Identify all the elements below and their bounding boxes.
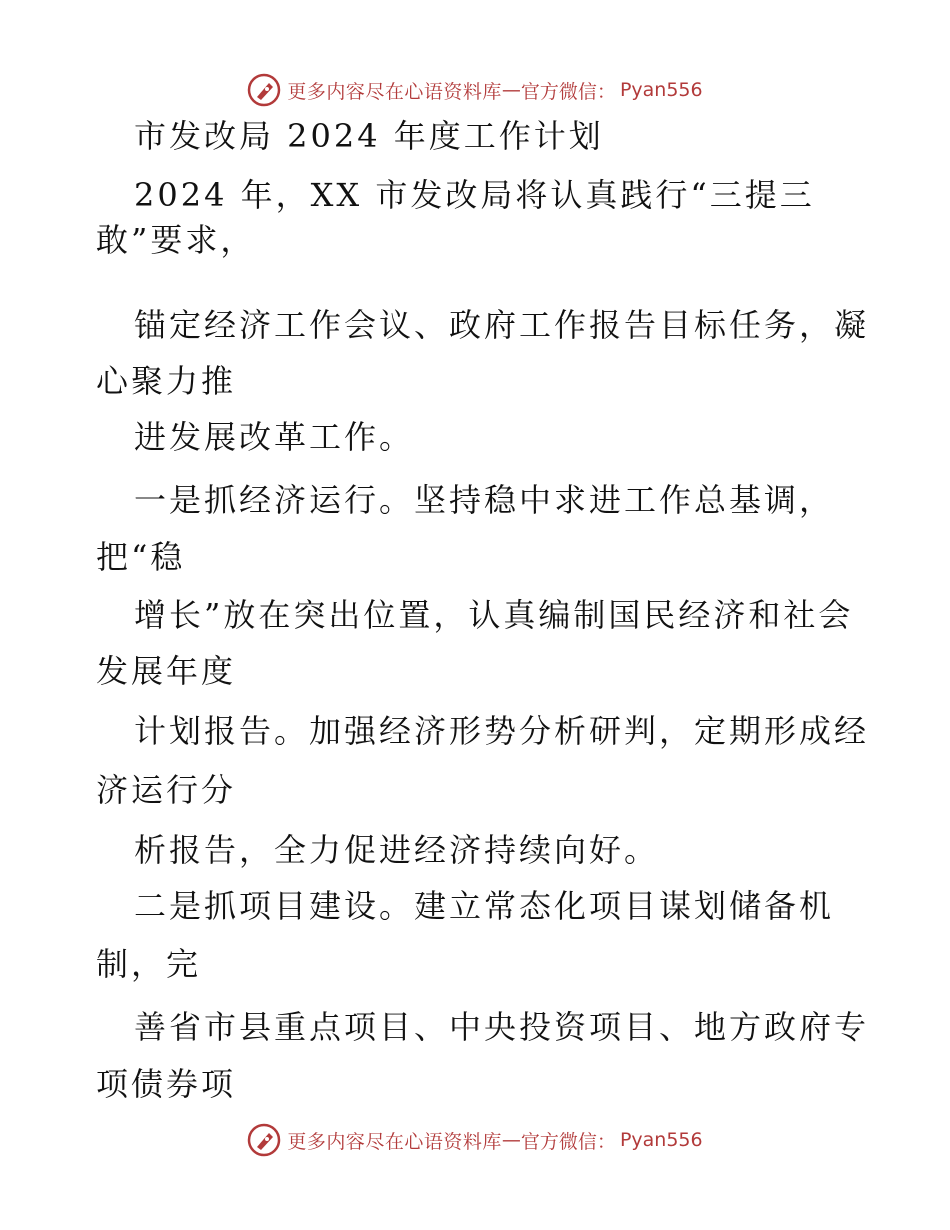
paragraph-line: 计划报告。加强经济形势分析研判，定期形成经 [134,712,870,750]
paragraph-line: 二是抓项目建设。建立常态化项目谋划储备机 [134,887,835,925]
paragraph-line: 析报告，全力促进经济持续向好。 [134,831,660,869]
header-watermark [0,70,950,110]
paragraph-line: 济运行分 [96,771,237,809]
paragraph-line: 心聚力推 [96,362,237,400]
paragraph-line: 增长”放在突出位置，认真编制国民经济和社会 [134,596,854,634]
paragraph-line: 发展年度 [96,652,237,690]
paragraph-line: 善省市县重点项目、中央投资项目、地方政府专 [134,1008,870,1046]
watermark-text: 更多内容尽在心语资料库 [287,1130,502,1153]
watermark-separator: — [501,79,521,101]
watermark-wechat-id: Pyan556 [619,79,703,101]
paragraph-line: 2024 年，XX 市发改局将认真践行“三提三 [134,176,815,214]
paragraph-line: 项债券项 [96,1065,237,1103]
paragraph-line: 进发展改革工作。 [134,418,415,456]
watermark-wechat-label: 官方微信： [520,80,616,103]
watermark-wechat-label: 官方微信： [520,1130,616,1153]
paragraph-line: 一是抓经济运行。坚持稳中求进工作总基调， [134,481,835,519]
paragraph-line: 敢”要求， [96,221,256,259]
watermark-separator: — [501,1129,521,1151]
pen-nib-logo-icon [247,73,281,107]
pen-nib-logo-icon [247,1123,281,1157]
document-title: 市发改局 2024 年度工作计划 [134,117,604,155]
paragraph-line: 锚定经济工作会议、政府工作报告目标任务，凝 [134,306,870,344]
watermark-wechat-id: Pyan556 [619,1129,703,1151]
paragraph-line: 把“稳 [96,538,186,576]
paragraph-line: 制，完 [96,945,202,983]
footer-watermark [0,1120,950,1160]
watermark-text: 更多内容尽在心语资料库 [287,80,502,103]
